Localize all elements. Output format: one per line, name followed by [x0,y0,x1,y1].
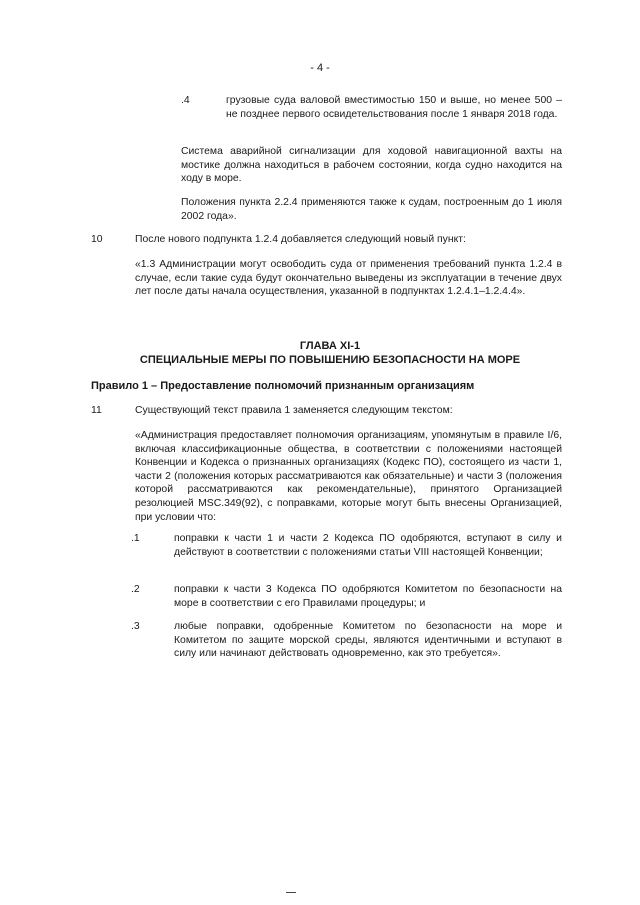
amendment-text: Существующий текст правила 1 заменяется следующим текстом: [135,405,453,416]
paragraph-application: Положения пункта 2.2.4 применяются также к судам, построенным до 1 июля 2002 года». [181,197,562,222]
condition-text: поправки к части 3 Кодекса ПО одобряются Комитетом по безопасности на море в соответствии с его Правилами процедуры; и [174,584,562,609]
paragraph-alarm-system: Система аварийной сигнализации для ходовой навигационной вахты на мостике должна находиться в рабочем состоянии, когда судно находится на ходу в море. [181,146,562,185]
page-number: - 4 - [310,62,330,74]
condition-number: .2 [131,584,140,595]
item-text: грузовые суда валовой вместимостью 150 и выше, но менее 500 – не позднее первого освидетельствования после 1 января 2018 года. [226,95,562,120]
quoted-new-paragraph: «1.3 Администрации могут освободить суда от применения требований пункта 1.2.4 в случае, если такие суда будут окончательно выведены из эксплуатации в течение двух лет после даты начала осуществления, указанной в подпунктах 1.2.4.1–1.2.4.4». [135,259,562,298]
condition-text: любые поправки, одобренные Комитетом по безопасности на море и Комитетом по защите морской среды, являются идентичными и вступают в силу или начинают действовать одновременно, как это требуется». [174,621,562,660]
rule-title: Правило 1 – Предоставление полномочий признанным организациям [91,380,475,392]
amendment-number: 10 [91,234,103,245]
chapter-label: ГЛАВА XI-1 [299,340,361,352]
footer-mark [286,892,296,893]
condition-text: поправки к части 1 и части 2 Кодекса ПО одобряются, вступают в силу и действуют в соответствии с положениями статьи VIII настоящей Конвенции; [174,533,562,558]
condition-number: .1 [131,533,140,544]
chapter-title: СПЕЦИАЛЬНЫЕ МЕРЫ ПО ПОВЫШЕНИЮ БЕЗОПАСНОСТИ НА МОРЕ [139,354,521,366]
item-number: .4 [181,95,190,106]
condition-number: .3 [131,621,140,632]
quoted-rule-text: «Администрация предоставляет полномочия организациям, упомянутым в правиле I/6, включая классификационные общества, в соответствии с положениями настоящей Конвенции и Кодекса о признанных организациях (Кодекс ПО), состоящего из части 1, части 2 (положения которых рассматриваются как обязательные) и части 3 (положения которой рассматриваются как рекомендательные), принятого Организацией резолюцией MSC.349(92), с поправками, которые могут быть внесены Организацией, при условии что: [135,430,562,523]
amendment-text: После нового подпункта 1.2.4 добавляется следующий новый пункт: [135,234,466,245]
amendment-number: 11 [91,405,102,416]
